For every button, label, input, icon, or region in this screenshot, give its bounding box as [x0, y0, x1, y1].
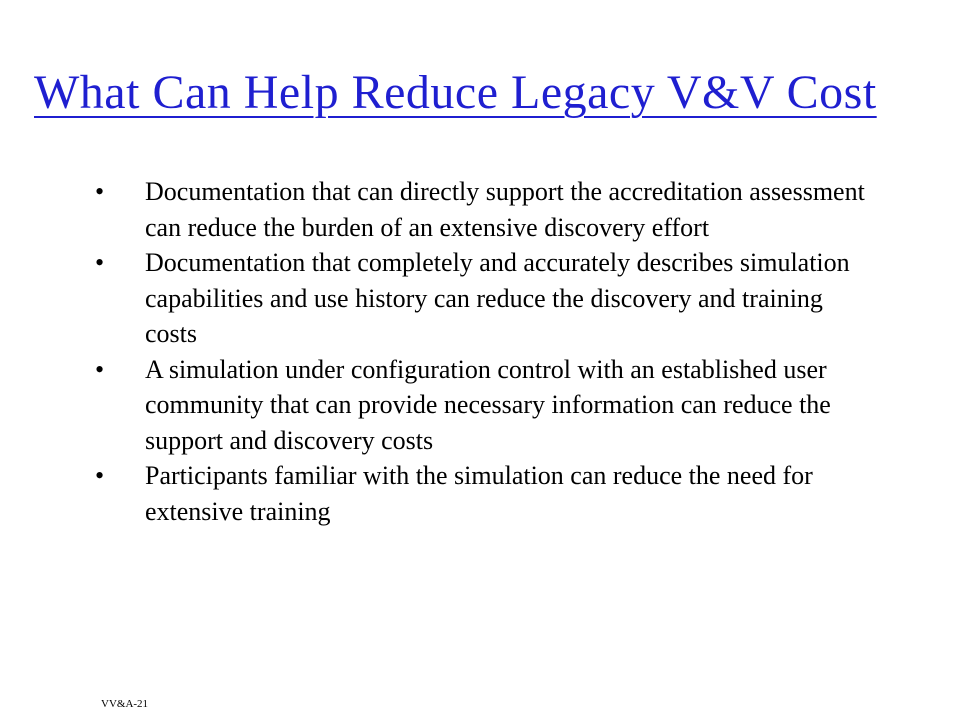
bullet-text: Documentation that can directly support the accreditation assessment can reduce the burden of an extensive discovery effort — [145, 177, 865, 242]
bullet-text: Documentation that completely and accurately describes simulation capabilities and use history can reduce the discovery and training costs — [145, 248, 850, 348]
slide-title: What Can Help Reduce Legacy V&V Cost — [34, 66, 877, 119]
slide-footer-label: VV&A-21 — [101, 698, 149, 710]
bullet-list — [90, 174, 880, 529]
bullet-dot-icon: • — [95, 248, 105, 277]
bullet-item — [90, 174, 880, 245]
bullet-text: Participants familiar with the simulation can reduce the need for extensive training — [145, 461, 813, 526]
bullet-dot-icon: • — [95, 177, 105, 206]
bullet-item — [90, 352, 880, 459]
bullet-dot-icon: • — [95, 354, 105, 384]
bullet-item — [90, 245, 880, 352]
bullet-dot-icon: • — [95, 461, 105, 490]
bullet-text: A simulation under configuration control with an established user community that can provide necessary information can reduce the support and discovery costs — [145, 354, 831, 455]
bullet-item — [90, 458, 880, 529]
